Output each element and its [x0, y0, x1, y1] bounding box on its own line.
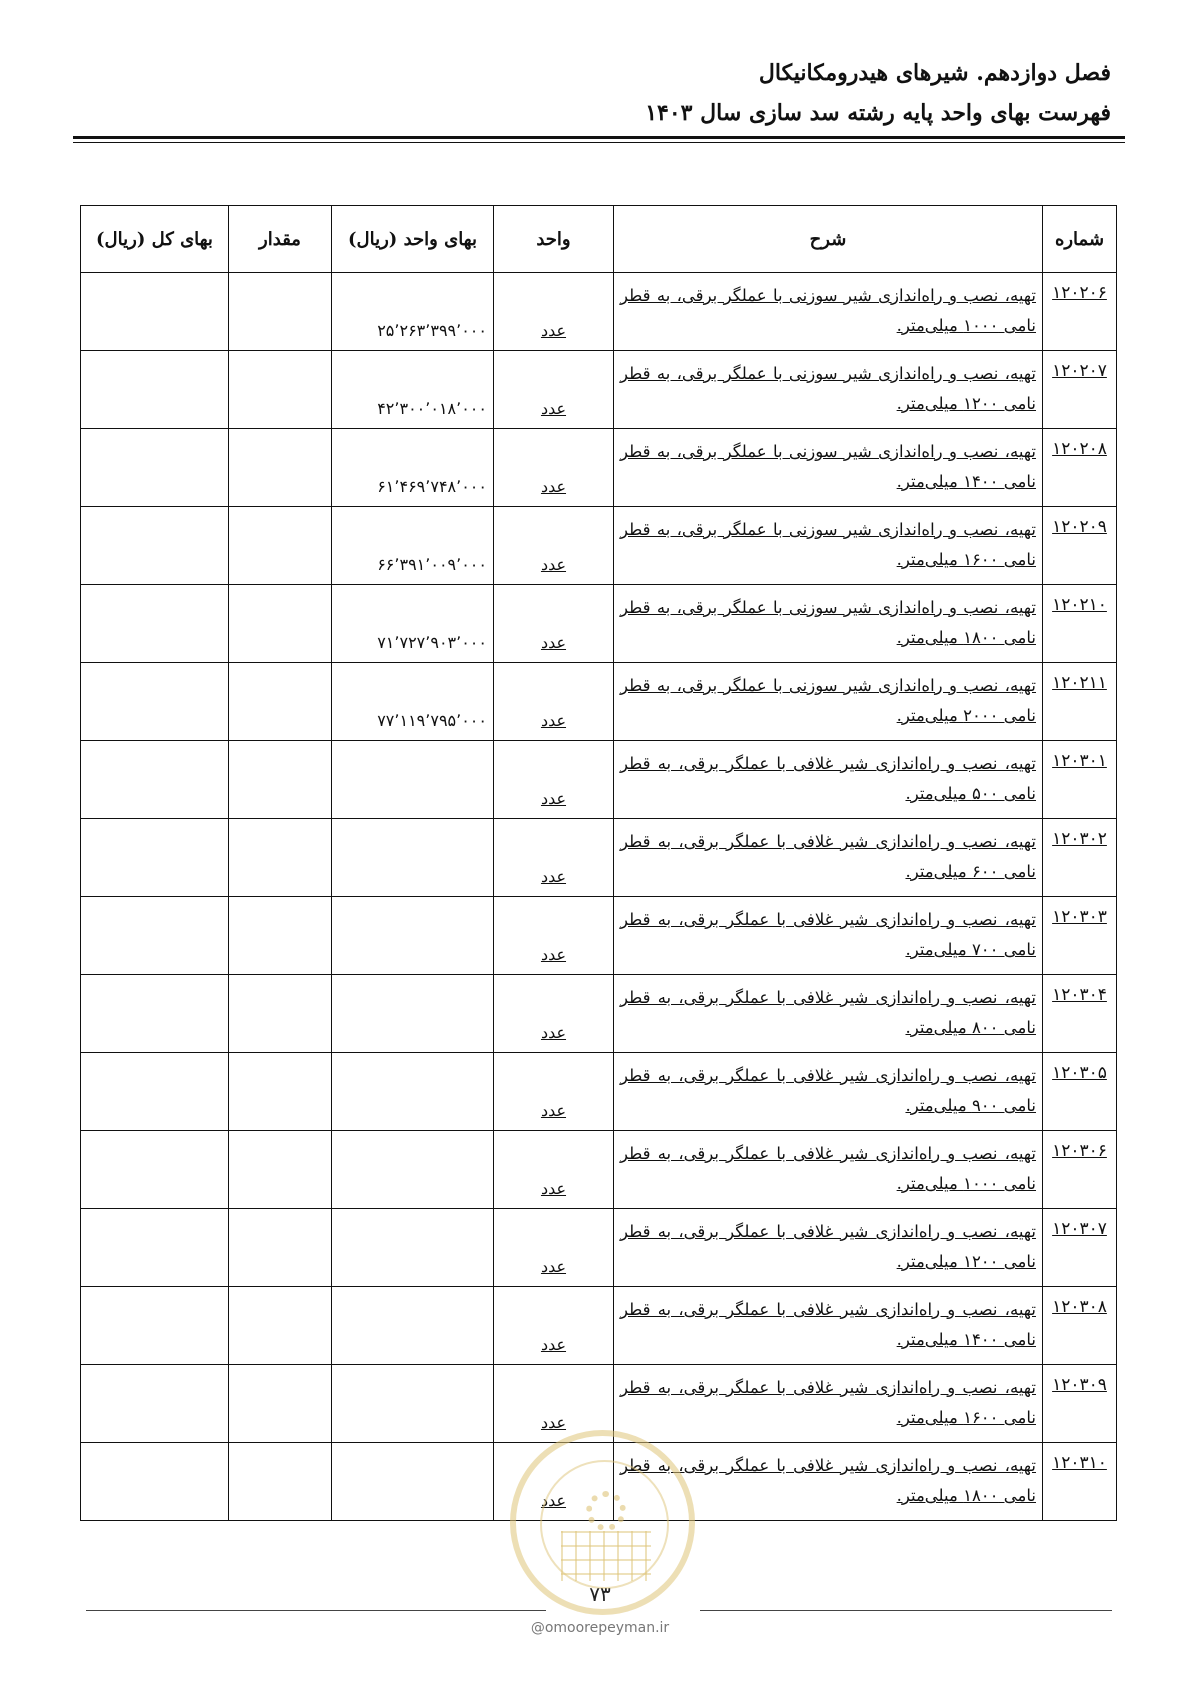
item-quantity-cell [229, 351, 332, 429]
item-unit-price-cell [332, 1053, 494, 1131]
item-number: ۱۲۰۲۰۸ [1052, 439, 1107, 459]
item-description-cell [614, 351, 1043, 429]
item-number: ۱۲۰۲۰۹ [1052, 517, 1107, 537]
table-row [81, 663, 1117, 741]
item-total-price-cell [81, 1365, 229, 1443]
item-description-cell [614, 1131, 1043, 1209]
item-description-cell [614, 507, 1043, 585]
item-description-cell [614, 1287, 1043, 1365]
table-row [81, 1209, 1117, 1287]
item-number-cell [1043, 1209, 1117, 1287]
item-unit: عدد [540, 1179, 567, 1198]
item-number: ۱۲۰۲۱۱ [1052, 673, 1107, 693]
column-header-description: شرح [614, 206, 1043, 273]
item-description: تهیه، نصب و راه‌اندازی شیر غلافی با عملگر برقی، به قطر نامی ۶۰۰ میلی‌متر. [620, 832, 1036, 881]
item-unit: عدد [540, 945, 567, 964]
item-number-cell [1043, 663, 1117, 741]
item-unit-price-cell [332, 1443, 494, 1521]
item-number-cell [1043, 1365, 1117, 1443]
item-quantity-cell [229, 663, 332, 741]
item-number-cell [1043, 1131, 1117, 1209]
item-description: تهیه، نصب و راه‌اندازی شیر غلافی با عملگر برقی، به قطر نامی ۷۰۰ میلی‌متر. [620, 910, 1036, 959]
table-row [81, 1053, 1117, 1131]
item-total-price-cell [81, 585, 229, 663]
item-quantity-cell [229, 741, 332, 819]
column-header-quantity: مقدار [229, 206, 332, 273]
item-unit-price: ۷۱٬۷۲۷٬۹۰۳٬۰۰۰ [377, 633, 487, 652]
item-number: ۱۲۰۲۰۷ [1052, 361, 1107, 381]
item-total-price-cell [81, 819, 229, 897]
item-quantity-cell [229, 1365, 332, 1443]
item-unit-price-cell [332, 663, 494, 741]
table-row [81, 1287, 1117, 1365]
item-quantity-cell [229, 897, 332, 975]
footer-rule-left [86, 1610, 546, 1611]
item-unit-price-cell [332, 273, 494, 351]
item-unit-cell [494, 663, 614, 741]
item-description-cell [614, 975, 1043, 1053]
item-number: ۱۲۰۳۰۸ [1052, 1297, 1107, 1317]
item-number-cell [1043, 819, 1117, 897]
item-number: ۱۲۰۳۰۷ [1052, 1219, 1107, 1239]
item-description: تهیه، نصب و راه‌اندازی شیر غلافی با عملگر برقی، به قطر نامی ۱۰۰۰ میلی‌متر. [620, 1144, 1036, 1193]
item-total-price-cell [81, 1209, 229, 1287]
item-quantity-cell [229, 273, 332, 351]
item-description: تهیه، نصب و راه‌اندازی شیر غلافی با عملگر برقی، به قطر نامی ۹۰۰ میلی‌متر. [620, 1066, 1036, 1115]
item-unit: عدد [540, 1023, 567, 1042]
item-number: ۱۲۰۳۰۲ [1052, 829, 1107, 849]
item-unit-price-cell [332, 975, 494, 1053]
table-row [81, 897, 1117, 975]
item-unit-cell [494, 975, 614, 1053]
item-unit: عدد [540, 1335, 567, 1354]
item-description-cell [614, 663, 1043, 741]
item-quantity-cell [229, 429, 332, 507]
item-unit-cell [494, 273, 614, 351]
item-description: تهیه، نصب و راه‌اندازی شیر غلافی با عملگر برقی، به قطر نامی ۱۶۰۰ میلی‌متر. [620, 1378, 1036, 1427]
header-rule-thick [73, 136, 1125, 139]
table-header-row [81, 206, 1117, 273]
item-unit: عدد [540, 789, 567, 808]
item-number: ۱۲۰۲۱۰ [1052, 595, 1107, 615]
table-row [81, 273, 1117, 351]
item-total-price-cell [81, 975, 229, 1053]
column-header-total-price: بهای کل (ریال) [81, 206, 229, 273]
item-description: تهیه، نصب و راه‌اندازی شیر سوزنی با عملگر برقی، به قطر نامی ۱۰۰۰ میلی‌متر. [620, 286, 1036, 335]
item-unit-cell [494, 1287, 614, 1365]
table-row [81, 819, 1117, 897]
header-rule-thin [73, 142, 1125, 143]
item-unit-price-cell [332, 1131, 494, 1209]
item-unit: عدد [540, 711, 567, 730]
item-number: ۱۲۰۳۰۳ [1052, 907, 1107, 927]
item-unit: عدد [540, 867, 567, 886]
item-quantity-cell [229, 1209, 332, 1287]
item-quantity-cell [229, 585, 332, 663]
item-total-price-cell [81, 897, 229, 975]
item-unit-cell [494, 585, 614, 663]
item-unit-price-cell [332, 585, 494, 663]
item-description-cell [614, 585, 1043, 663]
table-row [81, 585, 1117, 663]
item-description: تهیه، نصب و راه‌اندازی شیر سوزنی با عملگر برقی، به قطر نامی ۲۰۰۰ میلی‌متر. [620, 676, 1036, 725]
item-unit: عدد [540, 1257, 567, 1276]
item-unit-cell [494, 1209, 614, 1287]
item-unit: عدد [540, 1491, 567, 1510]
item-unit-cell [494, 1053, 614, 1131]
table-row [81, 975, 1117, 1053]
page-number: ۷۳ [589, 1582, 611, 1606]
item-quantity-cell [229, 1287, 332, 1365]
item-unit-cell [494, 429, 614, 507]
item-unit-cell [494, 897, 614, 975]
item-unit-cell [494, 351, 614, 429]
item-unit-cell [494, 741, 614, 819]
item-unit-cell [494, 507, 614, 585]
item-total-price-cell [81, 351, 229, 429]
item-unit-price: ۲۵٬۲۶۳٬۳۹۹٬۰۰۰ [377, 321, 487, 340]
item-description-cell [614, 429, 1043, 507]
item-total-price-cell [81, 663, 229, 741]
item-description-cell [614, 741, 1043, 819]
item-total-price-cell [81, 429, 229, 507]
document-subtitle: فهرست بهای واحد پایه رشته سد سازی سال ۱۴۰۳ [645, 100, 1111, 126]
item-description-cell [614, 1365, 1043, 1443]
item-unit-price-cell [332, 1287, 494, 1365]
item-description: تهیه، نصب و راه‌اندازی شیر غلافی با عملگر برقی، به قطر نامی ۱۴۰۰ میلی‌متر. [620, 1300, 1036, 1349]
item-number-cell [1043, 507, 1117, 585]
item-number-cell [1043, 1443, 1117, 1521]
item-description: تهیه، نصب و راه‌اندازی شیر غلافی با عملگر برقی، به قطر نامی ۸۰۰ میلی‌متر. [620, 988, 1036, 1037]
item-quantity-cell [229, 1131, 332, 1209]
item-unit-price-cell [332, 1365, 494, 1443]
item-description-cell [614, 897, 1043, 975]
table-row [81, 351, 1117, 429]
chapter-title: فصل دوازدهم. شیرهای هیدرومکانیکال [758, 60, 1111, 86]
item-unit-price-cell [332, 351, 494, 429]
item-number-cell [1043, 1053, 1117, 1131]
item-description-cell [614, 1053, 1043, 1131]
item-quantity-cell [229, 975, 332, 1053]
item-number-cell [1043, 741, 1117, 819]
item-total-price-cell [81, 1443, 229, 1521]
item-number: ۱۲۰۳۰۵ [1052, 1063, 1107, 1083]
item-number: ۱۲۰۳۱۰ [1052, 1453, 1107, 1473]
item-unit-price-cell [332, 897, 494, 975]
item-unit-price-cell [332, 429, 494, 507]
item-unit-price: ۶۱٬۴۶۹٬۷۴۸٬۰۰۰ [377, 477, 487, 496]
item-unit: عدد [540, 633, 567, 652]
item-total-price-cell [81, 507, 229, 585]
item-number: ۱۲۰۳۰۱ [1052, 751, 1107, 771]
item-number-cell [1043, 351, 1117, 429]
item-number-cell [1043, 1287, 1117, 1365]
item-unit-price: ۴۲٬۳۰۰٬۰۱۸٬۰۰۰ [377, 399, 487, 418]
item-unit: عدد [540, 321, 567, 340]
item-number: ۱۲۰۳۰۹ [1052, 1375, 1107, 1395]
table-row [81, 741, 1117, 819]
item-unit-price-cell [332, 507, 494, 585]
item-quantity-cell [229, 507, 332, 585]
item-unit: عدد [540, 555, 567, 574]
item-unit: عدد [540, 1101, 567, 1120]
item-description-cell [614, 1209, 1043, 1287]
item-number-cell [1043, 975, 1117, 1053]
item-unit-price: ۶۶٬۳۹۱٬۰۰۹٬۰۰۰ [377, 555, 487, 574]
website-watermark: @omoorepeyman.ir [530, 1620, 670, 1636]
table-row [81, 429, 1117, 507]
page-header [71, 58, 1111, 128]
item-description: تهیه، نصب و راه‌اندازی شیر غلافی با عملگر برقی، به قطر نامی ۱۸۰۰ میلی‌متر. [620, 1456, 1036, 1505]
item-description: تهیه، نصب و راه‌اندازی شیر غلافی با عملگر برقی، به قطر نامی ۱۲۰۰ میلی‌متر. [620, 1222, 1036, 1271]
item-number-cell [1043, 273, 1117, 351]
item-unit-cell [494, 1131, 614, 1209]
item-quantity-cell [229, 819, 332, 897]
item-description: تهیه، نصب و راه‌اندازی شیر غلافی با عملگر برقی، به قطر نامی ۵۰۰ میلی‌متر. [620, 754, 1036, 803]
item-number: ۱۲۰۳۰۶ [1052, 1141, 1107, 1161]
item-total-price-cell [81, 1053, 229, 1131]
item-total-price-cell [81, 1287, 229, 1365]
item-quantity-cell [229, 1443, 332, 1521]
column-header-number: شماره [1043, 206, 1117, 273]
item-quantity-cell [229, 1053, 332, 1131]
item-description-cell [614, 273, 1043, 351]
item-number: ۱۲۰۳۰۴ [1052, 985, 1107, 1005]
item-unit-price: ۷۷٬۱۱۹٬۷۹۵٬۰۰۰ [377, 711, 487, 730]
item-number-cell [1043, 429, 1117, 507]
item-total-price-cell [81, 1131, 229, 1209]
item-description: تهیه، نصب و راه‌اندازی شیر سوزنی با عملگر برقی، به قطر نامی ۱۴۰۰ میلی‌متر. [620, 442, 1036, 491]
table-body [81, 273, 1117, 1521]
item-description: تهیه، نصب و راه‌اندازی شیر سوزنی با عملگر برقی، به قطر نامی ۱۲۰۰ میلی‌متر. [620, 364, 1036, 413]
price-list-table [80, 205, 1117, 1521]
item-unit-price-cell [332, 1209, 494, 1287]
item-unit-price-cell [332, 819, 494, 897]
column-header-unit-price: بهای واحد (ریال) [332, 206, 494, 273]
item-description-cell [614, 819, 1043, 897]
item-unit: عدد [540, 477, 567, 496]
item-total-price-cell [81, 273, 229, 351]
item-number: ۱۲۰۲۰۶ [1052, 283, 1107, 303]
item-unit: عدد [540, 399, 567, 418]
table-row [81, 1131, 1117, 1209]
footer-rule-right [700, 1610, 1112, 1611]
column-header-unit: واحد [494, 206, 614, 273]
item-number-cell [1043, 585, 1117, 663]
item-description: تهیه، نصب و راه‌اندازی شیر سوزنی با عملگر برقی، به قطر نامی ۱۶۰۰ میلی‌متر. [620, 520, 1036, 569]
item-description: تهیه، نصب و راه‌اندازی شیر سوزنی با عملگر برقی، به قطر نامی ۱۸۰۰ میلی‌متر. [620, 598, 1036, 647]
item-number-cell [1043, 897, 1117, 975]
item-unit-price-cell [332, 741, 494, 819]
item-unit-cell [494, 819, 614, 897]
table-row [81, 507, 1117, 585]
item-unit: عدد [540, 1413, 567, 1432]
item-total-price-cell [81, 741, 229, 819]
